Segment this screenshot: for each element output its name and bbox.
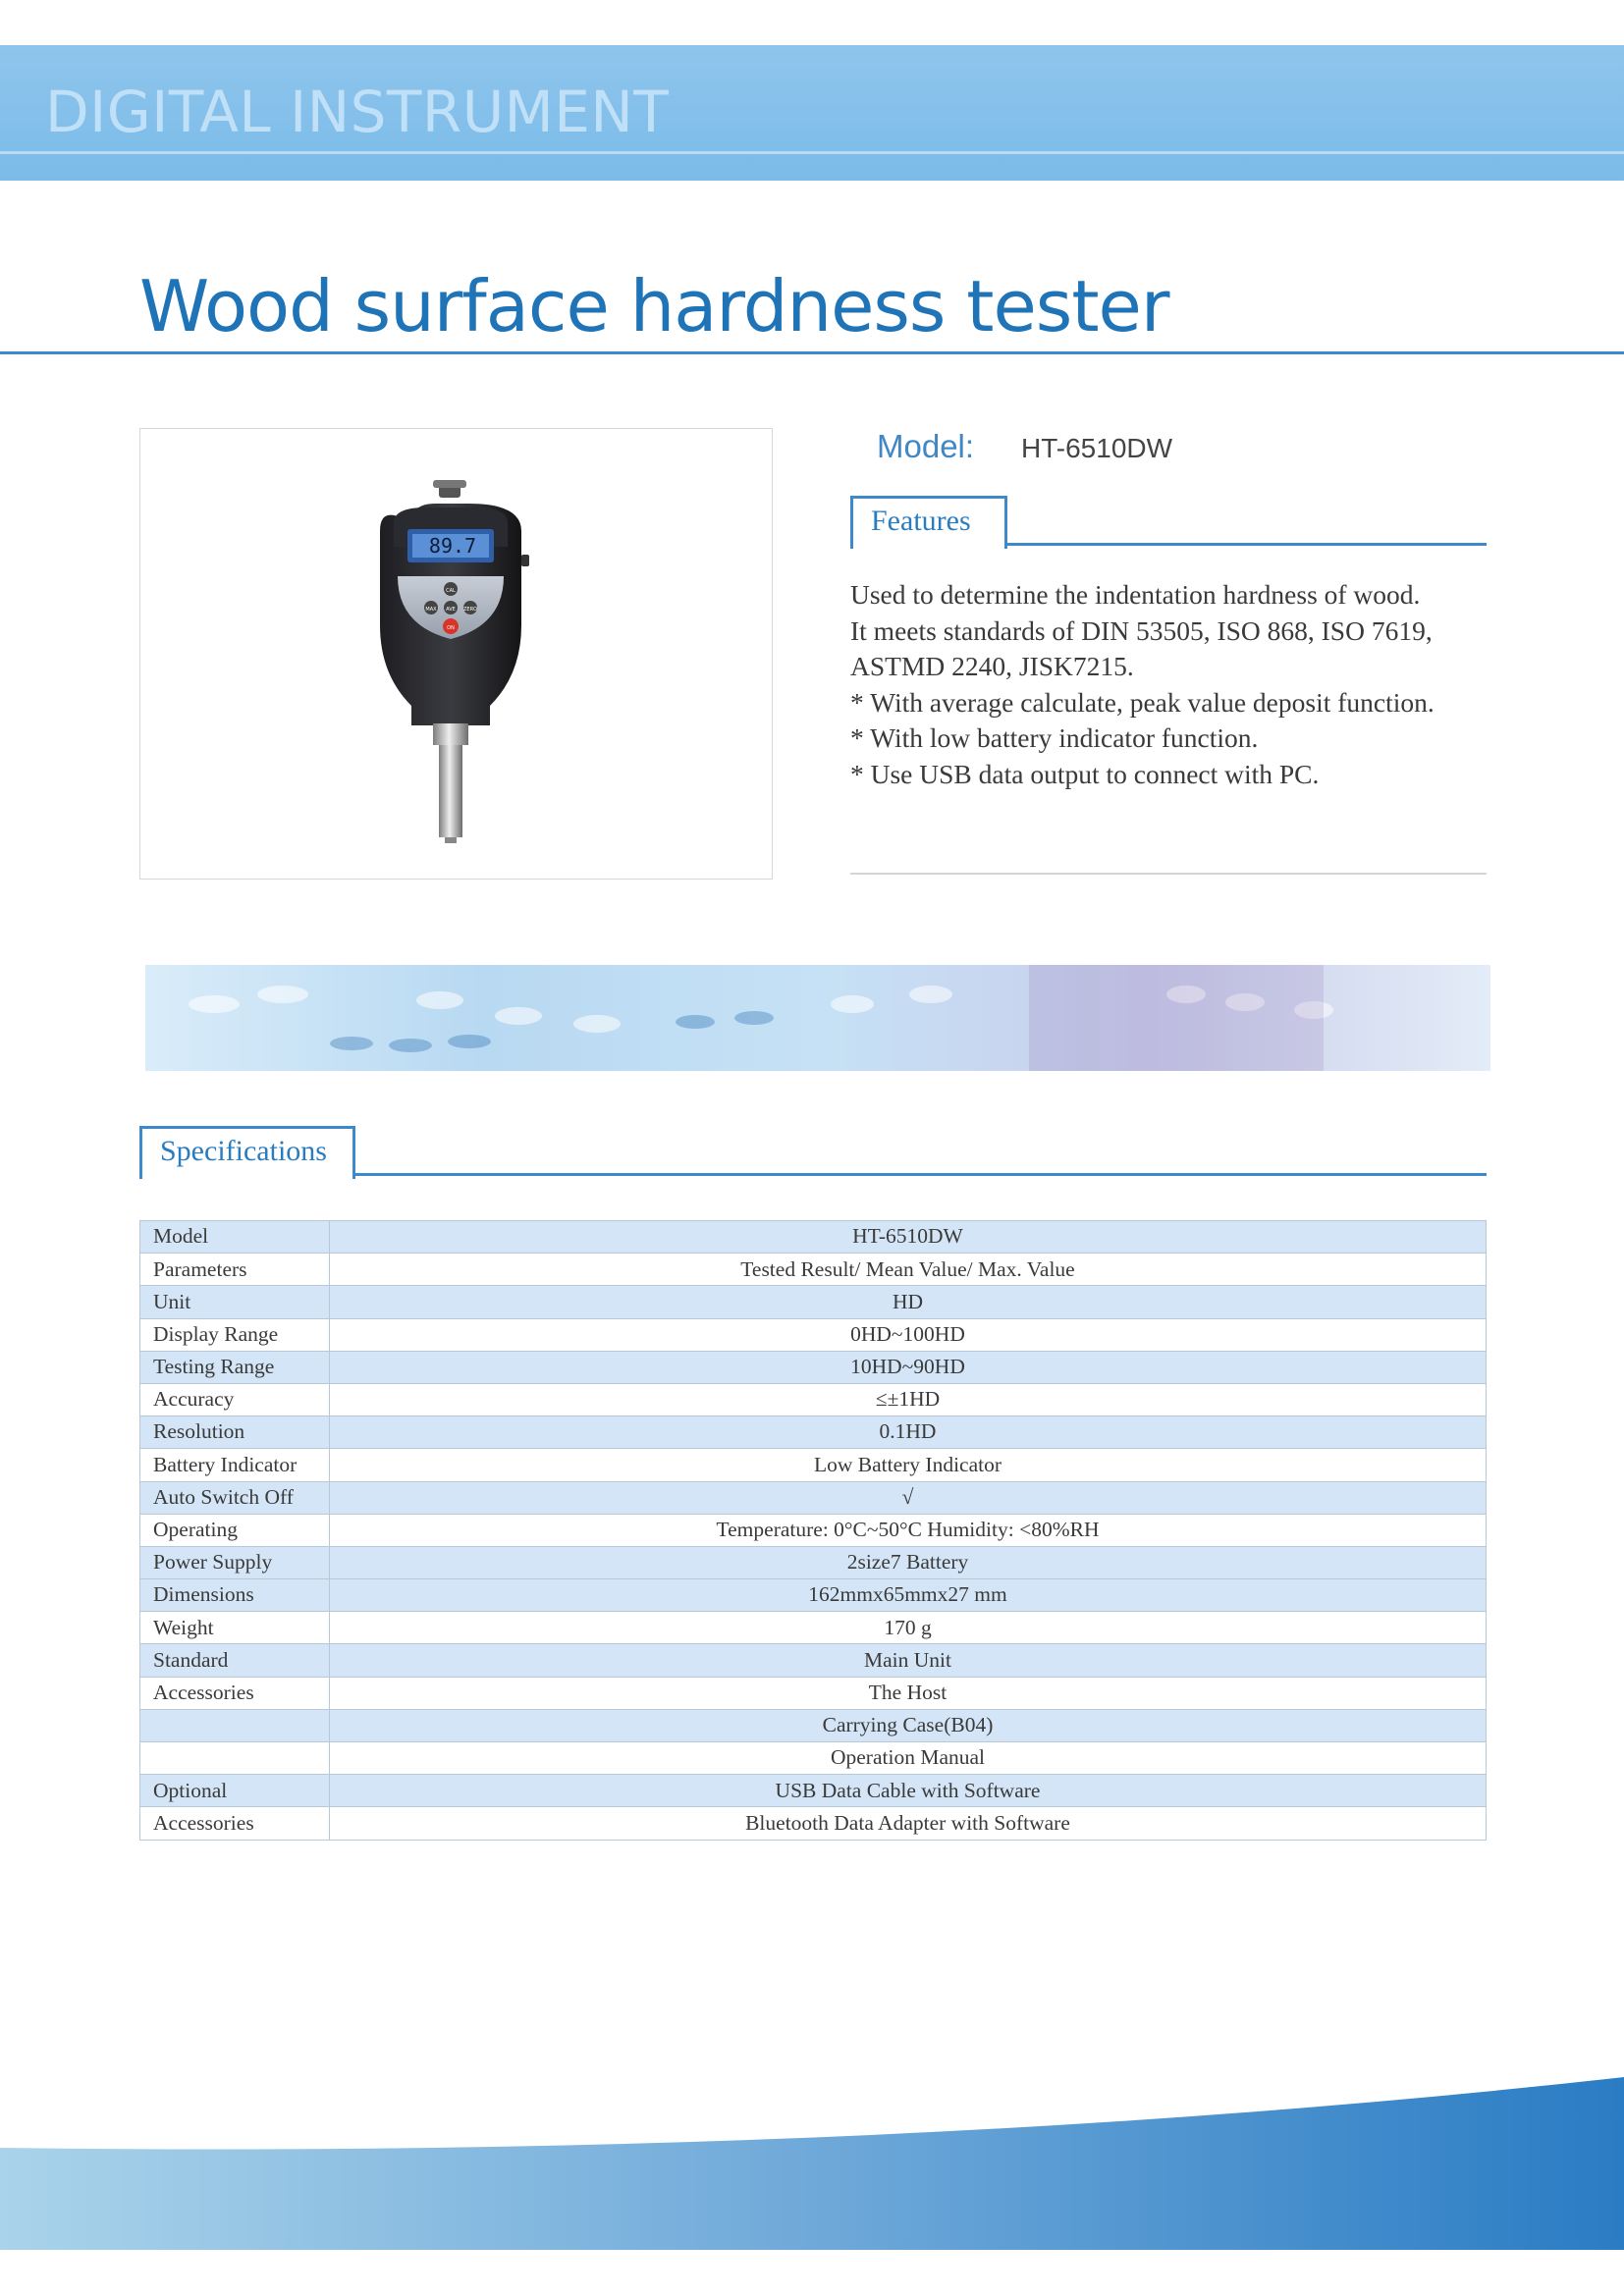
button-label-cal: CAL	[446, 588, 456, 594]
spec-value: 0HD~100HD	[330, 1318, 1487, 1351]
spec-label: Operating	[140, 1514, 330, 1546]
spec-label: Display Range	[140, 1318, 330, 1351]
display-reading: 89.7	[428, 534, 477, 558]
spec-label: Accessories	[140, 1807, 330, 1840]
features-bottom-divider	[850, 873, 1487, 875]
button-label-on: ON	[447, 625, 455, 631]
spec-label: Testing Range	[140, 1351, 330, 1383]
model-value: HT-6510DW	[1021, 433, 1173, 463]
table-row	[140, 1383, 1487, 1415]
spec-value: ≤±1HD	[330, 1383, 1487, 1415]
button-label-zero: ZERO	[463, 607, 477, 613]
model-label: Model:	[877, 428, 975, 464]
feature-line: ASTMD 2240, JISK7215.	[850, 651, 1134, 682]
feature-line: * With average calculate, peak value deposit function.	[850, 686, 1435, 718]
table-row	[140, 1286, 1487, 1318]
spec-label: Parameters	[140, 1254, 330, 1286]
spec-label	[140, 1709, 330, 1741]
spec-value: 0.1HD	[330, 1416, 1487, 1449]
button-label-ave: AVE	[446, 607, 456, 613]
table-row	[140, 1254, 1487, 1286]
table-row	[140, 1416, 1487, 1449]
spec-label: Model	[140, 1221, 330, 1254]
spec-value: Carrying Case(B04)	[330, 1709, 1487, 1741]
spec-label: Auto Switch Off	[140, 1481, 330, 1514]
table-row	[140, 1644, 1487, 1677]
spec-value: 162mmx65mmx27 mm	[330, 1579, 1487, 1612]
spec-value: HT-6510DW	[330, 1221, 1487, 1254]
feature-line: Used to determine the indentation hardness of wood.	[850, 579, 1421, 610]
spec-label: Accessories	[140, 1677, 330, 1709]
table-row	[140, 1612, 1487, 1644]
spec-label: Weight	[140, 1612, 330, 1644]
table-row	[140, 1775, 1487, 1807]
spec-label: Resolution	[140, 1416, 330, 1449]
features-tab: Features	[850, 496, 1007, 549]
table-row	[140, 1221, 1487, 1254]
table-row	[140, 1351, 1487, 1383]
table-row	[140, 1579, 1487, 1612]
table-row	[140, 1709, 1487, 1741]
header-band	[0, 45, 1624, 181]
spec-value: The Host	[330, 1677, 1487, 1709]
header-title: DIGITAL INSTRUMENT	[45, 79, 670, 145]
spec-value: Low Battery Indicator	[330, 1449, 1487, 1481]
spec-value: HD	[330, 1286, 1487, 1318]
spec-label	[140, 1742, 330, 1775]
specifications-tab: Specifications	[139, 1126, 355, 1179]
spec-value: 2size7 Battery	[330, 1546, 1487, 1578]
spec-value: Main Unit	[330, 1644, 1487, 1677]
spec-value: Operation Manual	[330, 1742, 1487, 1775]
table-row	[140, 1318, 1487, 1351]
footer-wave	[0, 2061, 1624, 2296]
product-image-frame	[139, 428, 773, 880]
spec-value: 10HD~90HD	[330, 1351, 1487, 1383]
spec-label: Power Supply	[140, 1546, 330, 1578]
feature-line: * With low battery indicator function.	[850, 722, 1259, 754]
table-row	[140, 1449, 1487, 1481]
table-row	[140, 1807, 1487, 1840]
spec-label: Battery Indicator	[140, 1449, 330, 1481]
spec-label: Unit	[140, 1286, 330, 1318]
decorative-keypad-banner	[145, 965, 1490, 1071]
spec-label: Dimensions	[140, 1579, 330, 1612]
header-band-stripe	[0, 151, 1624, 154]
spec-label: Optional	[140, 1775, 330, 1807]
spec-value: USB Data Cable with Software	[330, 1775, 1487, 1807]
page-title: Wood surface hardness tester	[139, 265, 1169, 347]
table-row	[140, 1742, 1487, 1775]
product-image	[140, 429, 771, 878]
specifications-table	[139, 1220, 1487, 1841]
button-label-max: MAX	[425, 607, 437, 613]
feature-line: It meets standards of DIN 53505, ISO 868, ISO 7619,	[850, 614, 1433, 646]
table-row	[140, 1677, 1487, 1709]
spec-value: Temperature: 0°C~50°C Humidity: <80%RH	[330, 1514, 1487, 1546]
feature-line: * Use USB data output to connect with PC.	[850, 758, 1320, 789]
spec-label: Standard	[140, 1644, 330, 1677]
table-row	[140, 1481, 1487, 1514]
spec-value: Tested Result/ Mean Value/ Max. Value	[330, 1254, 1487, 1286]
table-row	[140, 1514, 1487, 1546]
features-text	[850, 577, 1489, 793]
table-row	[140, 1546, 1487, 1578]
decorative-keypad-graphic	[145, 965, 1490, 1071]
spec-value: √	[330, 1481, 1487, 1514]
spec-label: Accuracy	[140, 1383, 330, 1415]
title-divider	[0, 351, 1624, 354]
spec-value: Bluetooth Data Adapter with Software	[330, 1807, 1487, 1840]
spec-value: 170 g	[330, 1612, 1487, 1644]
